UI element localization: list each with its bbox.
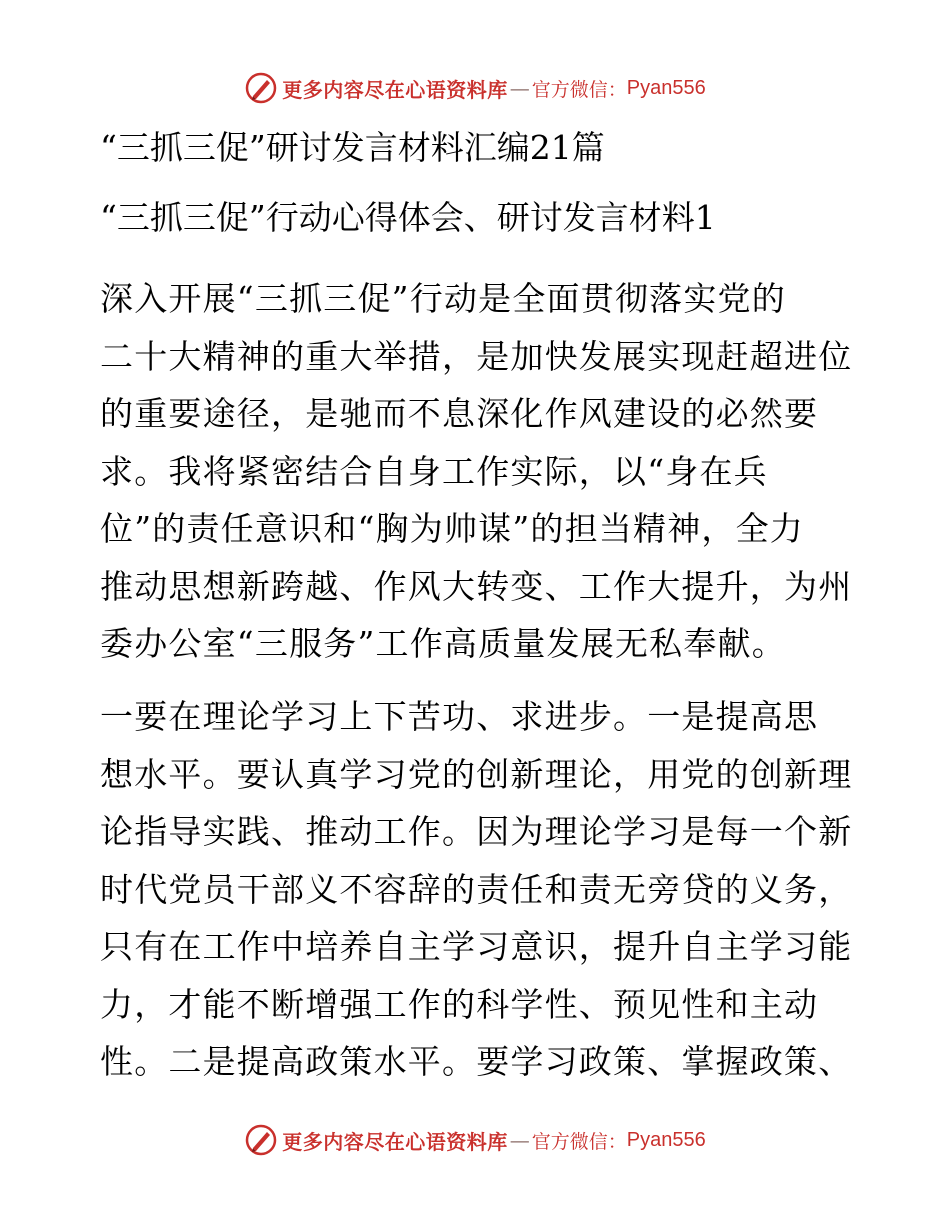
pen-logo-icon (244, 71, 278, 105)
document-title: “三抓三促”研讨发言材料汇编21篇 (100, 128, 605, 167)
banner-dash: — (509, 1128, 530, 1152)
paragraph-line: 深入开展“三抓三促”行动是全面贯彻落实党的 (100, 279, 786, 318)
paragraph-line: 论指导实践、推动工作。因为理论学习是每一个新 (100, 812, 853, 851)
banner-wechat-id: Pyan556 (626, 76, 706, 99)
paragraph-line: 求。我将紧密结合自身工作实际，以“身在兵 (100, 451, 768, 491)
banner-wechat-label: 官方微信： (531, 78, 627, 101)
paragraph-line: 力，才能不断增强工作的科学性、预见性和主动 (100, 984, 819, 1024)
watermark-banner-top (0, 68, 950, 108)
paragraph-line: 一要在理论学习上下苦功、求进步。一是提高思 (100, 697, 819, 736)
paragraph-line: 性。二是提高政策水平。要学习政策、掌握政策、 (100, 1042, 853, 1081)
paragraph-line: 委办公室“三服务”工作高质量发展无私奉献。 (100, 624, 786, 663)
paragraph-2 (100, 688, 853, 1091)
banner-wechat-label: 官方微信： (531, 1130, 627, 1153)
document-subtitle: “三抓三促”行动心得体会、研讨发言材料1 (100, 198, 716, 237)
paragraph-line: 位”的责任意识和“胸为帅谋”的担当精神，全力 (100, 509, 805, 548)
banner-wechat-id: Pyan556 (626, 1128, 706, 1151)
banner-text: 更多内容尽在心语资料库 (282, 77, 508, 102)
paragraph-line: 推动思想新跨越、作风大转变、工作大提升，为州 (100, 566, 853, 606)
paragraph-line: 的重要途径，是驰而不息深化作风建设的必然要 (100, 394, 819, 433)
paragraph-line: 二十大精神的重大举措，是加快发展实现赶超进位 (100, 336, 853, 376)
watermark-banner-bottom (0, 1120, 950, 1160)
paragraph-1 (100, 270, 853, 673)
pen-logo-icon (244, 1123, 278, 1157)
paragraph-line: 只有在工作中培养自主学习意识，提升自主学习能 (100, 927, 853, 966)
banner-dash: — (509, 76, 530, 100)
paragraph-line: 时代党员干部义不容辞的责任和责无旁贷的义务， (100, 869, 853, 909)
paragraph-line: 想水平。要认真学习党的创新理论，用党的创新理 (100, 754, 853, 794)
banner-text: 更多内容尽在心语资料库 (282, 1129, 508, 1154)
